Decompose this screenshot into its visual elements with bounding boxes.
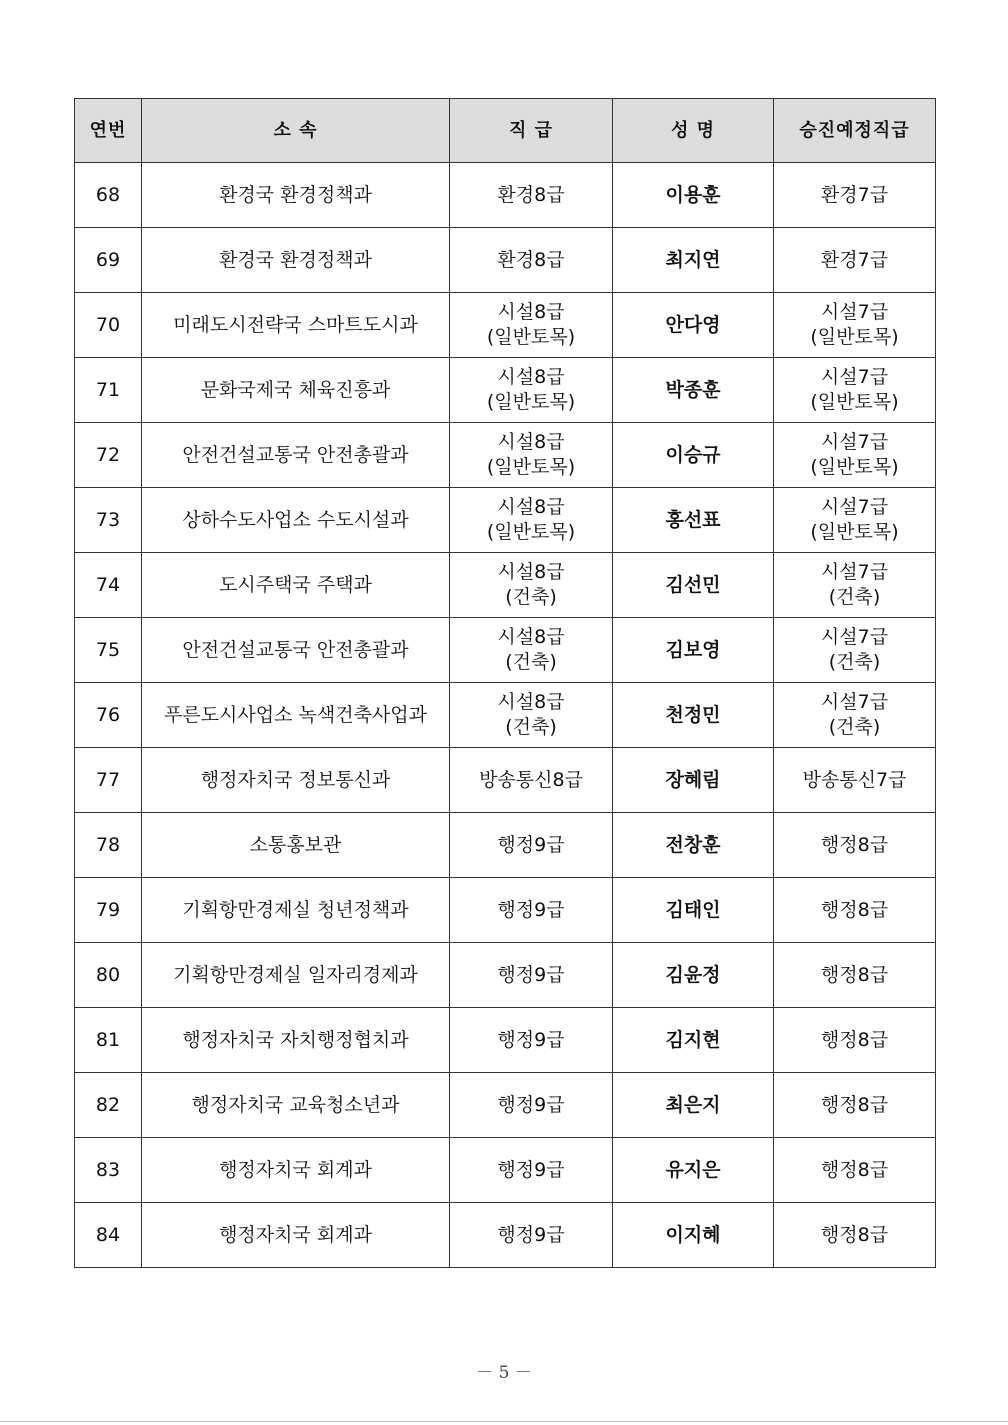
cell-name: 홍선표 xyxy=(613,488,774,553)
cell-rank xyxy=(450,1008,613,1073)
table-row xyxy=(75,228,936,293)
cell-department: 행정자치국 자치행정협치과 xyxy=(142,1008,450,1073)
cell-rank xyxy=(450,618,613,683)
promotion-grade: 방송통신7급 xyxy=(802,768,907,791)
cell-name: 전창훈 xyxy=(613,813,774,878)
promotion-specialty: (일반토목) xyxy=(810,521,899,543)
promotion-specialty: (건축) xyxy=(828,716,881,738)
cell-rank xyxy=(450,358,613,423)
cell-rank xyxy=(450,1203,613,1268)
cell-department: 미래도시전략국 스마트도시과 xyxy=(142,293,450,358)
cell-number: 73 xyxy=(75,488,142,553)
cell-name: 최은지 xyxy=(613,1073,774,1138)
table-row xyxy=(75,293,936,358)
cell-rank xyxy=(450,1073,613,1138)
cell-rank xyxy=(450,1138,613,1203)
rank-grade: 시설8급 xyxy=(497,561,565,584)
cell-number: 76 xyxy=(75,683,142,748)
cell-rank xyxy=(450,488,613,553)
cell-number: 83 xyxy=(75,1138,142,1203)
table-row xyxy=(75,943,936,1008)
header-number: 연번 xyxy=(75,99,142,163)
rank-specialty: (일반토목) xyxy=(486,391,576,413)
rank-grade: 시설8급 xyxy=(497,496,565,519)
header-department: 소 속 xyxy=(142,99,450,163)
cell-rank xyxy=(450,813,613,878)
cell-number: 72 xyxy=(75,423,142,488)
cell-department: 기획항만경제실 일자리경제과 xyxy=(142,943,450,1008)
cell-number: 74 xyxy=(75,553,142,618)
cell-promotion-rank xyxy=(774,358,936,423)
cell-department: 행정자치국 회계과 xyxy=(142,1203,450,1268)
cell-department: 상하수도사업소 수도시설과 xyxy=(142,488,450,553)
promotion-grade: 시설7급 xyxy=(820,626,889,649)
cell-promotion-rank xyxy=(774,878,936,943)
cell-rank xyxy=(450,553,613,618)
rank-specialty: (건축) xyxy=(505,716,557,738)
rank-grade: 행정9급 xyxy=(497,1223,565,1246)
table-row xyxy=(75,1203,936,1268)
cell-promotion-rank xyxy=(774,683,936,748)
rank-specialty: (건축) xyxy=(505,586,557,608)
rank-grade: 행정9급 xyxy=(497,1028,565,1051)
cell-promotion-rank xyxy=(774,748,936,813)
rank-specialty: (일반토목) xyxy=(486,521,576,543)
rank-grade: 환경8급 xyxy=(497,183,565,206)
cell-rank xyxy=(450,878,613,943)
table-row xyxy=(75,813,936,878)
header-rank: 직 급 xyxy=(450,99,613,163)
promotion-grade: 시설7급 xyxy=(820,366,889,389)
table-row xyxy=(75,358,936,423)
cell-name: 천정민 xyxy=(613,683,774,748)
promotion-grade: 행정8급 xyxy=(820,963,889,986)
cell-rank xyxy=(450,943,613,1008)
promotion-grade: 환경7급 xyxy=(820,248,889,271)
cell-number: 75 xyxy=(75,618,142,683)
cell-department: 문화국제국 체육진흥과 xyxy=(142,358,450,423)
cell-name: 안다영 xyxy=(613,293,774,358)
promotion-grade: 행정8급 xyxy=(820,898,889,921)
cell-department: 환경국 환경정책과 xyxy=(142,163,450,228)
promotion-grade: 행정8급 xyxy=(820,1223,889,1246)
cell-number: 69 xyxy=(75,228,142,293)
cell-department: 도시주택국 주택과 xyxy=(142,553,450,618)
cell-number: 81 xyxy=(75,1008,142,1073)
cell-name: 유지은 xyxy=(613,1138,774,1203)
rank-grade: 시설8급 xyxy=(497,301,565,324)
cell-name: 이승규 xyxy=(613,423,774,488)
cell-name: 최지연 xyxy=(613,228,774,293)
cell-department: 환경국 환경정책과 xyxy=(142,228,450,293)
promotion-specialty: (일반토목) xyxy=(810,456,899,478)
table-row xyxy=(75,1008,936,1073)
cell-promotion-rank xyxy=(774,488,936,553)
cell-promotion-rank xyxy=(774,228,936,293)
cell-name: 김태인 xyxy=(613,878,774,943)
cell-department: 기획항만경제실 청년정책과 xyxy=(142,878,450,943)
promotion-roster-table xyxy=(74,98,936,1268)
table-row xyxy=(75,423,936,488)
table-row xyxy=(75,488,936,553)
rank-specialty: (일반토목) xyxy=(486,326,576,348)
cell-promotion-rank xyxy=(774,618,936,683)
rank-grade: 시설8급 xyxy=(497,626,565,649)
rank-grade: 시설8급 xyxy=(497,691,565,714)
promotion-grade: 시설7급 xyxy=(820,301,889,324)
cell-rank xyxy=(450,683,613,748)
cell-rank xyxy=(450,228,613,293)
cell-rank xyxy=(450,423,613,488)
rank-grade: 방송통신8급 xyxy=(479,768,583,791)
cell-name: 김선민 xyxy=(613,553,774,618)
cell-name: 장혜림 xyxy=(613,748,774,813)
cell-promotion-rank xyxy=(774,293,936,358)
cell-name: 김보영 xyxy=(613,618,774,683)
cell-number: 82 xyxy=(75,1073,142,1138)
rank-grade: 행정9급 xyxy=(497,833,565,856)
table-row xyxy=(75,553,936,618)
promotion-grade: 시설7급 xyxy=(820,691,889,714)
cell-promotion-rank xyxy=(774,813,936,878)
promotion-specialty: (일반토목) xyxy=(810,326,899,348)
rank-grade: 행정9급 xyxy=(497,1093,565,1116)
promotion-grade: 행정8급 xyxy=(820,1093,889,1116)
cell-promotion-rank xyxy=(774,423,936,488)
cell-number: 78 xyxy=(75,813,142,878)
cell-number: 71 xyxy=(75,358,142,423)
cell-rank xyxy=(450,163,613,228)
table-row xyxy=(75,878,936,943)
table-header-row xyxy=(75,99,936,163)
cell-department: 행정자치국 정보통신과 xyxy=(142,748,450,813)
cell-department: 소통홍보관 xyxy=(142,813,450,878)
rank-grade: 행정9급 xyxy=(497,1158,565,1181)
cell-name: 박종훈 xyxy=(613,358,774,423)
rank-grade: 행정9급 xyxy=(497,898,565,921)
table-row xyxy=(75,748,936,813)
cell-department: 푸른도시사업소 녹색건축사업과 xyxy=(142,683,450,748)
cell-department: 안전건설교통국 안전총괄과 xyxy=(142,618,450,683)
cell-number: 79 xyxy=(75,878,142,943)
rank-grade: 시설8급 xyxy=(497,366,565,389)
cell-promotion-rank xyxy=(774,1203,936,1268)
promotion-grade: 시설7급 xyxy=(820,496,889,519)
rank-grade: 시설8급 xyxy=(497,431,565,454)
cell-rank xyxy=(450,748,613,813)
cell-department: 행정자치국 회계과 xyxy=(142,1138,450,1203)
page-bottom-divider xyxy=(0,1421,1008,1422)
cell-name: 이지혜 xyxy=(613,1203,774,1268)
rank-specialty: (일반토목) xyxy=(486,456,576,478)
cell-number: 77 xyxy=(75,748,142,813)
cell-number: 80 xyxy=(75,943,142,1008)
rank-grade: 행정9급 xyxy=(497,963,565,986)
rank-grade: 환경8급 xyxy=(497,248,565,271)
cell-name: 김지현 xyxy=(613,1008,774,1073)
cell-promotion-rank xyxy=(774,163,936,228)
cell-promotion-rank xyxy=(774,943,936,1008)
promotion-grade: 행정8급 xyxy=(820,1158,889,1181)
cell-name: 이용훈 xyxy=(613,163,774,228)
cell-name: 김윤정 xyxy=(613,943,774,1008)
table-row xyxy=(75,1073,936,1138)
promotion-specialty: (일반토목) xyxy=(810,391,899,413)
page-number: － 5 － xyxy=(476,1363,532,1383)
cell-promotion-rank xyxy=(774,1008,936,1073)
cell-promotion-rank xyxy=(774,1073,936,1138)
rank-specialty: (건축) xyxy=(505,651,557,673)
promotion-grade: 시설7급 xyxy=(820,431,889,454)
table-row xyxy=(75,683,936,748)
table-row xyxy=(75,618,936,683)
cell-number: 84 xyxy=(75,1203,142,1268)
table-row xyxy=(75,163,936,228)
promotion-specialty: (건축) xyxy=(828,586,881,608)
cell-department: 행정자치국 교육청소년과 xyxy=(142,1073,450,1138)
cell-promotion-rank xyxy=(774,1138,936,1203)
table-body xyxy=(75,163,936,1268)
promotion-grade: 행정8급 xyxy=(820,833,889,856)
cell-promotion-rank xyxy=(774,553,936,618)
table-row xyxy=(75,1138,936,1203)
promotion-grade: 행정8급 xyxy=(820,1028,889,1051)
promotion-grade: 시설7급 xyxy=(820,561,889,584)
cell-department: 안전건설교통국 안전총괄과 xyxy=(142,423,450,488)
cell-number: 70 xyxy=(75,293,142,358)
promotion-specialty: (건축) xyxy=(828,651,881,673)
header-name: 성 명 xyxy=(613,99,774,163)
header-promotion-rank: 승진예정직급 xyxy=(774,99,936,163)
promotion-grade: 환경7급 xyxy=(820,183,889,206)
cell-rank xyxy=(450,293,613,358)
cell-number: 68 xyxy=(75,163,142,228)
